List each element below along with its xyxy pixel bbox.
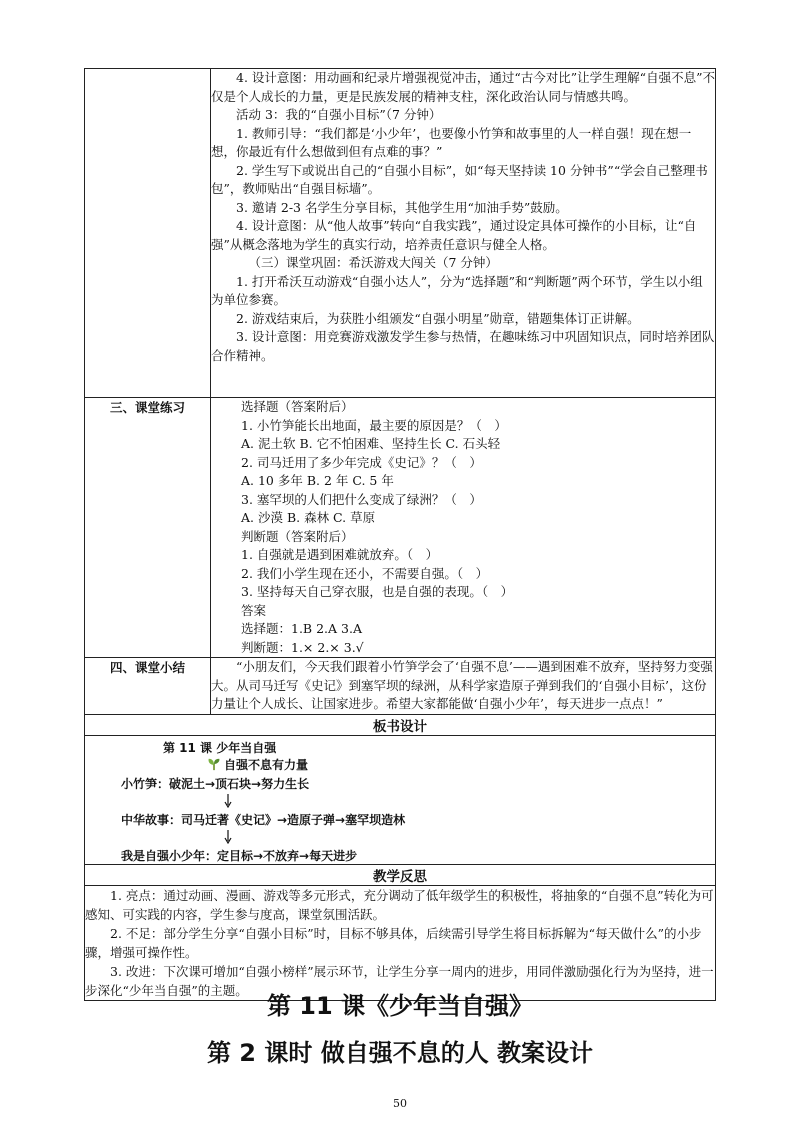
- summary-content-cell: [211, 658, 716, 715]
- lesson-sub-title: 第 2 课时 做自强不息的人 教案设计: [206, 1039, 594, 1067]
- practice-row: [85, 398, 716, 658]
- practice-content-cell: [211, 398, 716, 658]
- practice-line: 1. 小竹笋能长出地面，最主要的原因是？（ ）: [241, 417, 507, 433]
- reflection-heading-row: [85, 864, 716, 885]
- board-heading-row: [85, 714, 716, 735]
- board-center-text: 自强不息有力量: [224, 757, 309, 772]
- activity-paragraph: 4. 设计意图：从“他人故事”转向“自我实践”，通过设定具体可操作的小目标，让“自强”从概念落地为学生的真实行动，培养责任意识与健全人格。: [211, 218, 697, 252]
- practice-line: 答案: [241, 602, 267, 618]
- board-row-bamboo: 小竹笋：破泥土→顶石块→努力生长: [121, 776, 310, 791]
- reflection-row: [85, 885, 716, 1000]
- board-row-china: 中华故事：司马迁著《史记》→造原子弹→塞罕坝造林: [121, 812, 406, 827]
- practice-line: 3. 塞罕坝的人们把什么变成了绿洲？（ ）: [241, 491, 482, 507]
- practice-line: 2. 我们小学生现在还小，不需要自强。（ ）: [241, 565, 489, 581]
- reflection-cell: [85, 885, 716, 1000]
- activity-heading: 活动 3：我的“自强小目标”（7 分钟）: [236, 107, 442, 122]
- board-row: [85, 735, 716, 864]
- practice-line: 2. 司马迁用了多少年完成《史记》？（ ）: [241, 454, 482, 470]
- board-center-line: [207, 757, 308, 774]
- activity-label-cell: [85, 69, 211, 398]
- practice-line: 3. 坚持每天自己穿衣服，也是自强的表现。（ ）: [241, 584, 514, 599]
- board-row-self: 我是自强小少年：定目标→不放弃→每天进步: [121, 848, 358, 863]
- activity-paragraph: 1. 打开希沃互动游戏“自强小达人”，分为“选择题”和“判断题”两个环节，学生以小组为单位参赛。: [211, 273, 703, 307]
- lesson-main-title: 第 11 课《少年当自强》: [266, 992, 534, 1020]
- practice-line: 1. 自强就是遇到困难就放弃。（ ）: [241, 547, 439, 562]
- summary-text: “小朋友们，今天我们跟着小竹笋学会了‘自强不息’——遇到困难不放弃，坚持努力变强大。从司马迁写《史记》到塞罕坝的绿洲，从科学家造原子弹到我们的‘自强小目标’，这份力量让个人成长、让国家进步。希望大家都能做‘自强小少年’，每天进步一点点！”: [211, 659, 713, 711]
- activity-paragraph: 3. 邀请 2-3 名学生分享目标，其他学生用“加油手势”鼓励。: [236, 199, 568, 215]
- practice-line: A. 10 多年 B. 2 年 C. 5 年: [241, 473, 394, 488]
- practice-line: A. 沙漠 B. 森林 C. 草原: [241, 510, 376, 525]
- summary-label: 四、课堂小结: [85, 658, 211, 715]
- practice-line: 判断题（答案附后）: [241, 528, 354, 544]
- practice-line: 判断题：1.× 2.× 3.√: [241, 639, 364, 655]
- activity-content-cell: [211, 69, 716, 398]
- reflection-heading: 教学反思: [85, 864, 716, 885]
- reflection-paragraph: 3. 改进：下次课可增加“自强小榜样”展示环节，让学生分享一周内的进步，用同伴激励强化行为为坚持，进一步深化“少年当自强”的主题。: [85, 963, 714, 998]
- activity-paragraph: 2. 游戏结束后，为获胜小组颁发“自强小明星”勋章，错题集体订正讲解。: [236, 310, 640, 326]
- sprout-icon: [207, 757, 221, 771]
- activity-row: [85, 69, 716, 398]
- lesson-plan-table: [84, 68, 716, 1001]
- practice-label: 三、课堂练习: [85, 398, 211, 658]
- board-design: [85, 736, 715, 864]
- reflection-paragraph: 2. 不足：部分学生分享“自强小目标”时，目标不够具体，后续需引导学生将目标拆解为“每天做什么”的小步骤，增强可操作性。: [85, 925, 702, 960]
- practice-line: 选择题：1.B 2.A 3.A: [241, 621, 362, 636]
- down-arrow-icon: [223, 794, 233, 808]
- summary-row: [85, 658, 716, 715]
- activity-paragraph: 3. 设计意图：用竞赛游戏激发学生参与热情，在趣味练习中巩固知识点，同时培养团队合作精神。: [211, 329, 715, 363]
- activity-paragraph: 1. 教师引导：“我们都是‘小少年’，也要像小竹笋和故事里的人一样自强！现在想一想，你最近有什么想做到但有点难的事？”: [211, 125, 692, 159]
- activity-paragraph: 2. 学生写下或说出自己的“自强小目标”，如“每天坚持读 10 分钟书”“学会自己整理书包”，教师贴出“自强目标墙”。: [211, 162, 708, 196]
- reflection-paragraph: 1. 亮点：通过动画、漫画、游戏等多元形式，充分调动了低年级学生的积极性，将抽象的“自强不息”转化为可感知、可实践的内容，学生参与度高，课堂氛围活跃。: [85, 887, 714, 922]
- practice-line: A. 泥土软 B. 它不怕困难、坚持生长 C. 石头轻: [241, 436, 501, 451]
- practice-line: 选择题（答案附后）: [241, 399, 354, 414]
- page-number: 50: [393, 1097, 407, 1110]
- activity-paragraph: 4. 设计意图：用动画和纪录片增强视觉冲击，通过“古今对比”让学生理解“自强不息”不仅是个人成长的力量，更是民族发展的精神支柱，深化政治认同与情感共鸣。: [211, 70, 715, 104]
- down-arrow-icon: [223, 830, 233, 844]
- board-lesson-title: 第 11 课 少年当自强: [163, 740, 277, 755]
- board-heading: 板书设计: [85, 714, 716, 735]
- board-cell: [85, 735, 716, 864]
- consolidation-heading: （三）课堂巩固：希沃游戏大闯关（7 分钟）: [248, 255, 498, 270]
